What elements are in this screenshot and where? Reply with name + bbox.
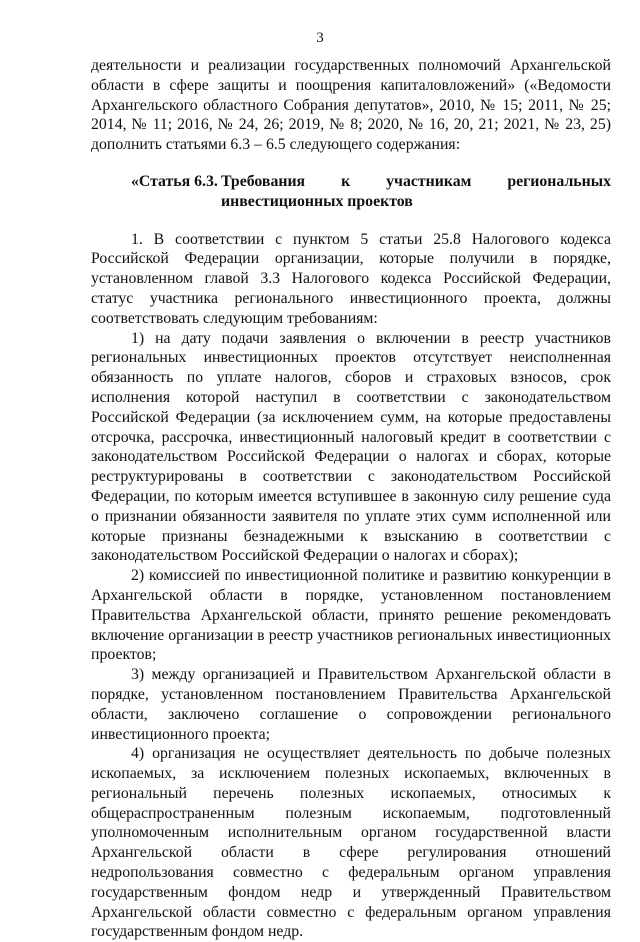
requirement-3: 3) между организацией и Правительством Архангельской области в порядке, установленном постановлением Правительства Архангельской области, заключено соглашение о сопровождении регионального инвестиционного проекта; bbox=[91, 666, 611, 743]
page-number: 3 bbox=[316, 30, 324, 46]
requirement-1: 1) на дату подачи заявления о включении в реестр участников региональных инвестиционных проектов отсутствует неисполненная обязанность по уплате налогов, сборов и страховых взносов, срок исполнения которой наступил в соответствии с законодательством Российской Федерации (за исключением сумм, на которые предоставлены отсрочка, рассрочка, инвестиционный налоговый кредит в соответствии с законодательством Российской Федерации о налогах и сборах, которые реструктурированы в соответствии с законодательством Российской Федерации, по которым имеется вступившее в законную силу решение суда о признании обязанности заявителя по уплате этих сумм исполненной или которые признаны безнадежными к взысканию в соответствии с законодательством Российской Федерации о налогах и сборах); bbox=[91, 329, 611, 565]
paragraph-1: 1. В соответствии с пунктом 5 статьи 25.8 Налогового кодекса Российской Федерации организации, которые получили в порядке, установленном главой 3.3 Налогового кодекса Российской Федерации, статус участника регионального инвестиционного проекта, должны соответствовать следующим требованиям: bbox=[91, 230, 611, 327]
article-title: Требования к участникам региональных инвестиционных проектов bbox=[221, 172, 611, 210]
article-heading bbox=[91, 172, 611, 212]
article-number: «Статья 6.3. bbox=[131, 172, 218, 190]
requirement-4: 4) организация не осуществляет деятельность по добыче полезных ископаемых, за исключением полезных ископаемых, включенных в региональный перечень полезных ископаемых, относимых к общераспространенным полезным ископаемым, подготовленный уполномоченным исполнительным органом государственной власти Архангельской области в сфере регулирования отношений недропользования совместно с федеральным органом управления государственным фондом недр и утвержденный Правительством Архангельской области совместно с федеральным органом управления государственным фондом недр. bbox=[91, 745, 611, 941]
document-body bbox=[91, 56, 611, 942]
requirement-2: 2) комиссией по инвестиционной политике и развитию конкуренции в Архангельской области в порядке, установленном постановлением Правительства Архангельской области, принято решение рекомендовать включение организации в реестр участников региональных инвестиционных проектов; bbox=[91, 567, 611, 664]
intro-paragraph: деятельности и реализации государственных полномочий Архангельской области в сфере защиты и поощрения капиталовложений» («Ведомости Архангельского областного Собрания депутатов», 2010, № 15; 2011, № 25; 2014, № 11; 2016, № 24, 26; 2019, № 8; 2020, № 16, 20, 21; 2021, № 23, 25) дополнить статьями 6.3 – 6.5 следующего содержания: bbox=[91, 57, 611, 154]
